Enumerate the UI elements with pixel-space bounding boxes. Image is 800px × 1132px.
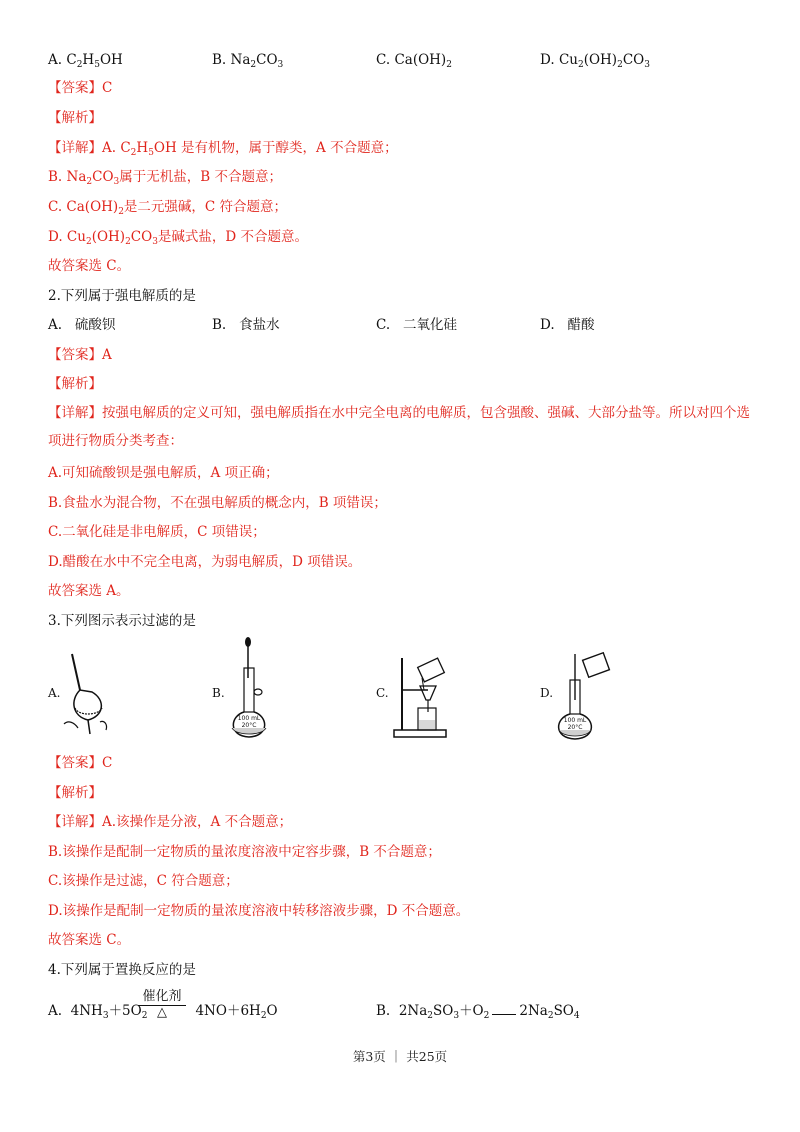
q1-detail-c: C. $Ca(OH)_2$是二元强碱，C 符合题意； xyxy=(48,199,288,217)
separatory-funnel-figure xyxy=(62,650,112,738)
q2-option-b: B. 食盐水 xyxy=(212,317,280,333)
catalyst-label: 催化剂 xyxy=(142,989,182,1004)
svg-text:100 mL: 100 mL xyxy=(237,715,261,722)
svg-text:20°C: 20°C xyxy=(567,724,583,731)
q4-stem: 4.下列属于置换反应的是 xyxy=(48,962,196,978)
q2-line-b: B.食盐水为混合物，不在强电解质的概念内，B 项错误； xyxy=(48,495,387,511)
q1-option-b: B. $Na_2CO_3$ xyxy=(212,52,284,70)
q1-option-a: A. $C_2H_5OH$ xyxy=(48,52,123,70)
q3-line-b: B.该操作是配制一定物质的量浓度溶液中定容步骤，B 不合题意； xyxy=(48,844,441,860)
q3-answer: 【答案】C xyxy=(48,755,113,771)
page-footer: 第3页 ｜ 共25页 xyxy=(352,1049,448,1064)
q2-line-a: A.可知硫酸钡是强电解质，A 项正确； xyxy=(48,465,279,481)
q1-detail-a: 【详解】A. $C_2H_5OH$ 是有机物，属于醇类，A 不合题意； xyxy=(48,140,398,158)
q3-figure-c-label: C. xyxy=(376,686,389,700)
q3-figure-b-label: B. xyxy=(212,686,225,700)
q1-option-c: C. $Ca(OH)_2$ xyxy=(376,52,452,70)
q3-conclusion: 故答案选 C。 xyxy=(48,932,131,948)
heat-symbol: △ xyxy=(157,1005,167,1020)
q2-answer: 【答案】A xyxy=(48,347,112,363)
q3-figure-d-label: D. xyxy=(540,686,554,700)
q2-line-d: D.醋酸在水中不完全电离，为弱电解质，D 项错误。 xyxy=(48,554,362,570)
volumetric-flask-dropper-figure xyxy=(226,636,276,740)
q1-option-d: D. $Cu_2(OH)_2CO_3$ xyxy=(540,52,650,70)
q2-line-c: C.二氧化硅是非电解质，C 项错误； xyxy=(48,524,266,540)
q2-conclusion: 故答案选 A。 xyxy=(48,583,130,599)
q3-line-c: C.该操作是过滤，C 符合题意； xyxy=(48,873,239,889)
q1-answer: 【答案】C xyxy=(48,80,113,96)
q3-line-d: D.该操作是配制一定物质的量浓度溶液中转移溶液步骤，D 不合题意。 xyxy=(48,903,470,919)
q2-option-a: A. 硫酸钡 xyxy=(48,317,116,333)
filtration-setup-figure xyxy=(392,650,454,740)
svg-text:100 mL: 100 mL xyxy=(563,717,587,724)
q1-analysis: 【解析】 xyxy=(48,110,102,126)
q3-figure-a-label: A. xyxy=(48,686,61,700)
q1-detail-b: B. $Na_2CO_3$属于无机盐，B 不合题意； xyxy=(48,169,282,187)
q4-option-a: A. $4NH_3+5O_2$ $4NO+6H_2O$ xyxy=(48,1003,278,1021)
q2-option-d: D. 醋酸 xyxy=(540,317,595,333)
q1-detail-d: D. $Cu_2(OH)_2CO_3$是碱式盐，D 不合题意。 xyxy=(48,229,309,247)
q2-stem: 2.下列属于强电解质的是 xyxy=(48,288,196,304)
svg-text:20°C: 20°C xyxy=(241,722,257,729)
q1-conclusion: 故答案选 C。 xyxy=(48,258,131,274)
q2-option-c: C. 二氧化硅 xyxy=(376,317,458,333)
q3-analysis: 【解析】 xyxy=(48,785,102,801)
q3-stem: 3.下列图示表示过滤的是 xyxy=(48,613,196,629)
q3-detail: 【详解】A.该操作是分液，A 不合题意； xyxy=(48,814,293,830)
q2-detail: 【详解】按强电解质的定义可知，强电解质指在水中完全电离的电解质，包含强酸、强碱、大部分盐等。所以对四个选项进行物质分类考查： xyxy=(48,405,750,449)
q2-analysis: 【解析】 xyxy=(48,376,102,392)
volumetric-flask-transfer-figure xyxy=(555,650,615,742)
q4-option-b: B. $2Na_2SO_3+O_2$ $2Na_2SO_4$ xyxy=(376,1003,580,1021)
